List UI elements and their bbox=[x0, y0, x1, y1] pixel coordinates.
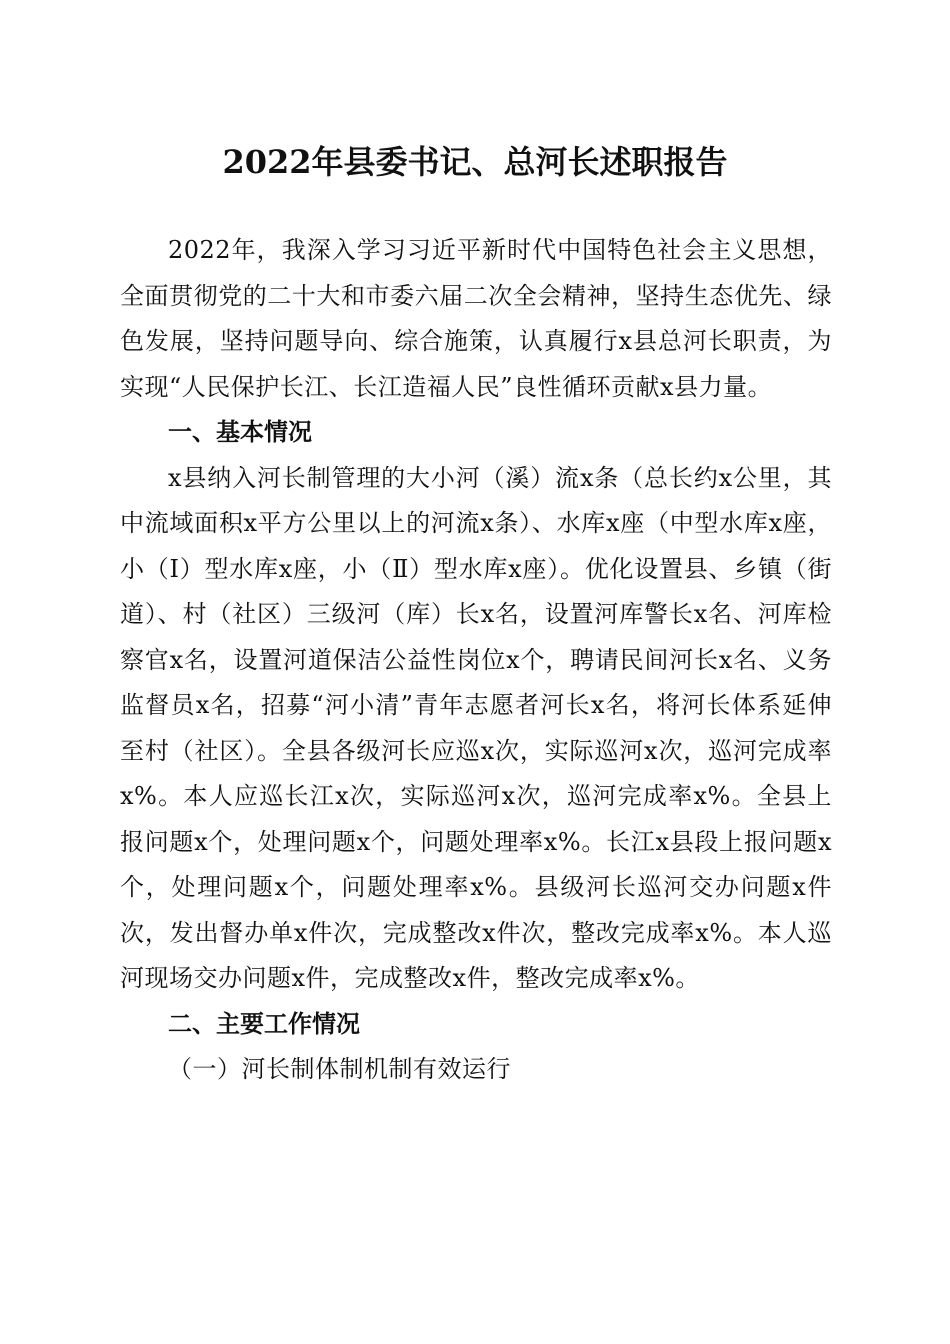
section-heading-main-work: 二、主要工作情况 bbox=[168, 1009, 360, 1038]
intro-paragraph: 2022年，我深入学习习近平新时代中国特色社会主义思想，全面贯彻党的二十大和市委六届二次全会精神，坚持生态优先、绿色发展，坚持问题导向、综合施策，认真履行x县总河长职责，为实现“人民保护长江、长江造福人民”良性循环贡献x县力量。 bbox=[120, 236, 832, 401]
basic-situation-paragraph: x县纳入河长制管理的大小河（溪）流x条（总长约x公里，其中流域面积x平方公里以上的河流x条）、水库x座（中型水库x座，小（Ⅰ）型水库x座，小（Ⅱ）型水库x座）。优化设置县、乡镇（街道）、村（社区）三级河（库）长x名，设置河库警长x名、河库检察官x名，设置河道保洁公益性岗位x个，聘请民间河长x名、义务监督员x名，招募“河小清”青年志愿者河长x名，将河长体系延伸至村（社区）。全县各级河长应巡x次，实际巡河x次，巡河完成率x%。本人应巡长江x次，实际巡河x次，巡河完成率x%。全县上报问题x个，处理问题x个，问题处理率x%。长江x县段上报问题x个，处理问题x个，问题处理率x%。县级河长巡河交办问题x件次，发出督办单x件次，完成整改x件次，整改完成率x%。本人巡河现场交办问题x件，完成整改x件，整改完成率x%。 bbox=[120, 463, 832, 992]
document-title: 2022年县委书记、总河长述职报告 bbox=[222, 143, 728, 181]
subsection-heading-mechanism: （一）河长制体制机制有效运行 bbox=[168, 1055, 511, 1083]
section-heading-basic-situation: 一、基本情况 bbox=[168, 418, 312, 446]
document-body bbox=[120, 228, 832, 1093]
